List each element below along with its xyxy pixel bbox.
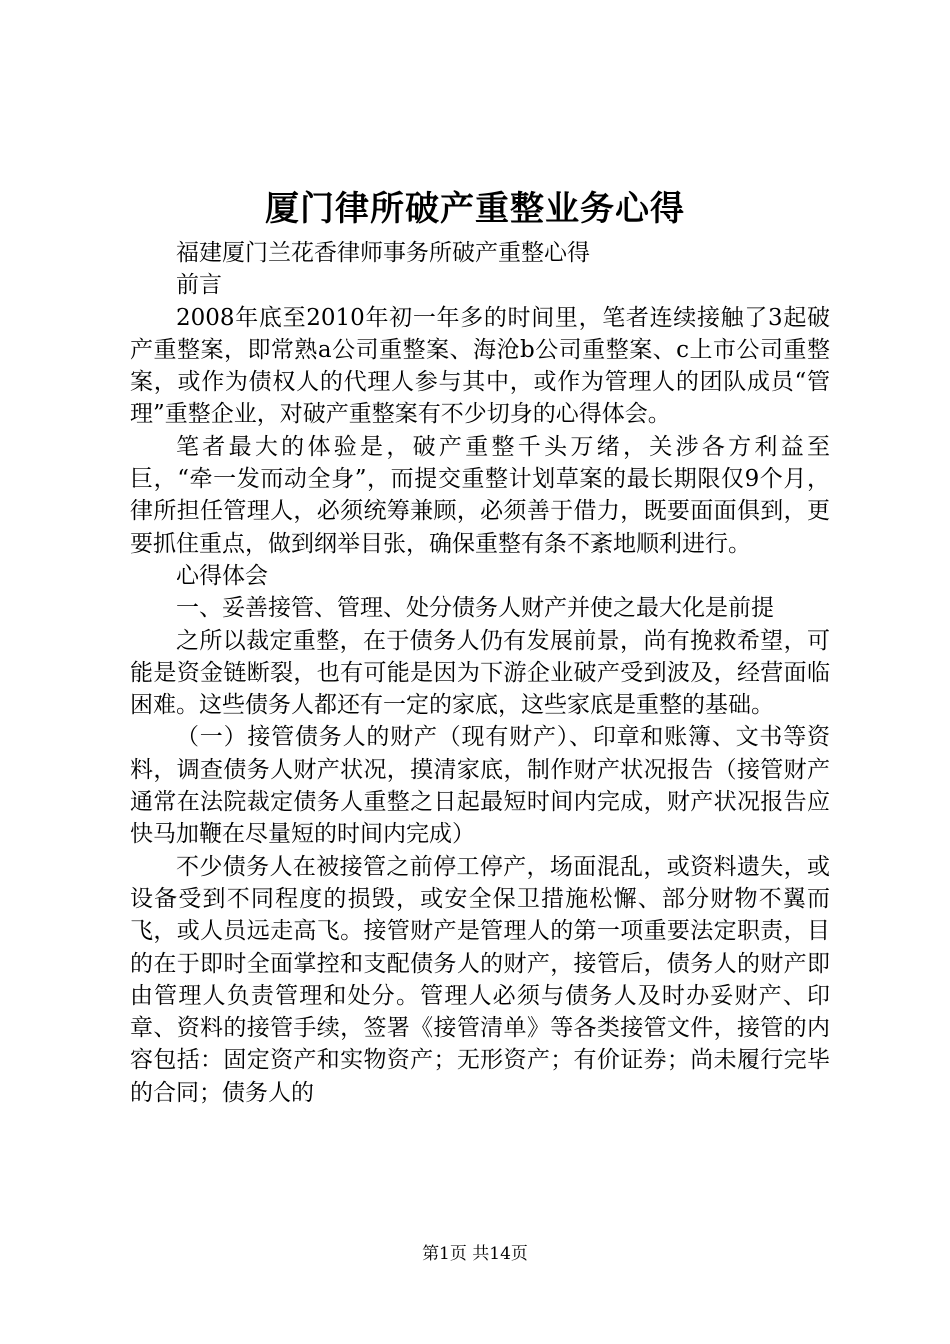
paragraph-section-heading: 心得体会 (176, 562, 268, 589)
paragraph: 之所以裁定重整，在于债务人仍有发展前景，尚有挽救希望，可能是资金链断裂，也有可能是因为下游企业破产受到波及，经营面临困难。这些债务人都还有一定的家底，这些家底是重整的基础。 (130, 627, 830, 719)
document-title: 厦门律所破产重整业务心得 (265, 189, 685, 229)
paragraph-subtitle: 福建厦门兰花香律师事务所破产重整心得 (176, 240, 590, 266)
paragraph-preface-heading: 前言 (176, 272, 222, 299)
paragraph: 笔者最大的体验是，破产重整千头万绪，关涉各方利益至巨，“牵一发而动全身”，而提交重整计划草案的最长期限仅9个月，律所担任管理人，必须统筹兼顾，必须善于借力，既要面面俱到，更要抓住重点，做到纲举目张，确保重整有条不紊地顺利进行。 (130, 433, 830, 557)
paragraph-heading-1: 一、妥善接管、管理、处分债务人财产并使之最大化是前提 (176, 595, 774, 622)
page-number: 第1页 共14页 (422, 1244, 528, 1264)
paragraph: 2008年底至2010年初一年多的时间里，笔者连续接触了3起破产重整案，即常熟a公司重整案、海沧b公司重整案、c上市公司重整案，或作为债权人的代理人参与其中，或作为管理人的团队成员“管理”重整企业，对破产重整案有不少切身的心得体会。 (130, 304, 830, 428)
paragraph-subheading: （一）接管债务人的财产（现有财产）、印章和账簿、文书等资料，调查债务人财产状况，摸清家底，制作财产状况报告（接管财产通常在法院裁定债务人重整之日起最短时间内完成，财产状况报告应快马加鞭在尽量短的时间内完成） (130, 724, 830, 848)
paragraph: 不少债务人在被接管之前停工停产，场面混乱，或资料遗失，或设备受到不同程度的损毁，或安全保卫措施松懈、部分财物不翼而飞，或人员远走高飞。接管财产是管理人的第一项重要法定职责，目的在于即时全面掌控和支配债务人的财产，接管后，债务人的财产即由管理人负责管理和处分。管理人必须与债务人及时办妥财产、印章、资料的接管手续，签署《接管清单》等各类接管文件，接管的内容包括：固定资产和实物资产；无形资产；有价证券；尚未履行完毕的合同；债务人的 (130, 853, 830, 1106)
document-body (130, 237, 830, 1109)
